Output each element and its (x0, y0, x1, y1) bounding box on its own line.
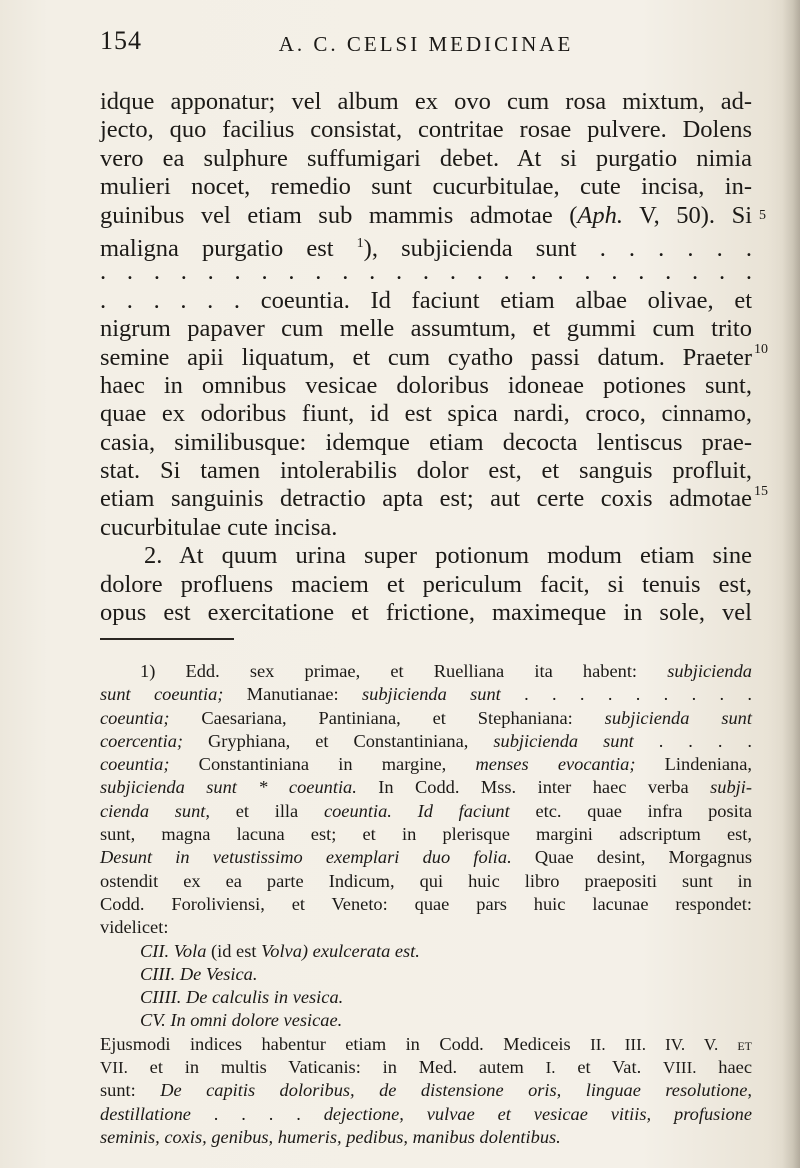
index-entry: CV. In omni dolore vesicae. (140, 1010, 343, 1031)
text-span: V, 50). Si (623, 201, 752, 229)
text-line: semine apii liquatum, et cum cyatho passi datum. Praeter (100, 343, 752, 371)
italic-span: Volva) (261, 940, 309, 961)
margin-line-number: 15 (754, 484, 768, 499)
text-line: etiam sanguinis detractio apta est; aut certe coxis admotae (100, 485, 752, 513)
italic-span: CII. Vola (140, 940, 207, 961)
text-span: haec (696, 1057, 752, 1078)
text-line: cucurbitulae cute incisa. (100, 513, 338, 541)
footnote-line: Codd. Foroliviensi, et Veneto: quae pars huic lacunae respondet: (100, 893, 752, 914)
footnote-line (100, 776, 752, 799)
text-line: dolore profluens maciem et periculum facit, si tenuis est, (100, 570, 752, 598)
text-span: ), subjicienda sunt . . . . . . (363, 235, 752, 263)
footnote-line (100, 1103, 752, 1126)
lacuna-dots-line: . . . . . . . . . . . . . . . . . . . . . . . . . (100, 258, 752, 286)
footnote-line (100, 1079, 752, 1102)
footnote-line (100, 846, 752, 869)
main-text (100, 88, 752, 627)
text-span: etc. quae infra posita (509, 800, 753, 821)
footnote-line (100, 730, 752, 753)
margin-line-number: 10 (754, 342, 768, 357)
italic-span: subjicienda sunt * coeuntia. (100, 777, 357, 798)
italic-span: coeuntia; (100, 754, 170, 775)
page-number: 154 (100, 26, 142, 55)
index-entry (100, 940, 752, 963)
text-span: (id est (206, 940, 262, 961)
roman-numerals: I. (545, 1058, 556, 1078)
margin-line-number: 5 (759, 208, 766, 223)
text-span: . . . . (633, 730, 753, 751)
footnote-line (100, 707, 752, 730)
footnotes (100, 660, 752, 1149)
italic-span: De capitis doloribus, de distensione oris, linguae resolutione, (160, 1080, 752, 1101)
footnote-rule (100, 638, 234, 640)
section-start-line: 2. At quum urina super potionum modum etiam sine (144, 542, 752, 570)
text-span: In Codd. Mss. inter haec verba (356, 777, 711, 798)
text-span: Quae desint, Morgagnus (511, 847, 752, 868)
roman-numerals: VII. (100, 1058, 128, 1078)
text-span: et illa (210, 800, 324, 821)
footnote-marker: 1 (356, 235, 364, 251)
footnote-line: sunt, magna lacuna est; et in plerisque margini adscriptum est, (100, 824, 752, 845)
italic-span: subjicienda sunt (362, 684, 501, 705)
text-line: stat. Si tamen intolerabilis dolor est, et sanguis profluit, (100, 457, 752, 485)
footnote-line (100, 800, 752, 823)
italic-span: subji- (710, 777, 752, 798)
roman-numerals: VIII. (662, 1058, 697, 1078)
italic-span: exulcerata est. (312, 940, 420, 961)
text-line: mulieri nocet, remedio sunt cucurbitulae, cute incisa, in- (100, 173, 752, 201)
text-line (100, 230, 752, 263)
text-line: haec in omnibus vesicae doloribus idoneae potiones sunt, (100, 371, 752, 399)
italic-span: subjicienda sunt (493, 730, 634, 751)
index-entry: CIII. De Vesica. (140, 963, 258, 984)
text-line: idque apponatur; vel album ex ovo cum rosa mixtum, ad- (100, 88, 752, 115)
footnote-line (100, 1056, 752, 1079)
italic-span: destillatione (100, 1103, 191, 1124)
italic-span: sunt coeuntia; (100, 684, 224, 705)
text-line: . . . . . . coeuntia. Id faciunt etiam albae olivae, et (100, 286, 752, 314)
italic-span: subjicienda (667, 661, 752, 681)
text-line: jecto, quo facilius consistat, contritae rosae pulvere. Dolens (100, 116, 752, 144)
italic-span: subjicienda sunt (604, 707, 752, 728)
text-span: Ejusmodi indices habentur etiam in Codd. Mediceis (100, 1033, 571, 1054)
footnote-line: ostendit ex ea parte Indicum, qui huic libro praepositi sunt in (100, 870, 752, 891)
text-span: maligna purgatio est (100, 235, 357, 263)
text-span: . . . . (190, 1103, 324, 1124)
footnote-line (100, 1033, 752, 1056)
text-line: opus est exercitatione et frictione, maximeque in sole, vel (100, 599, 752, 627)
running-title: A. C. CELSI MEDICINAE (278, 32, 574, 56)
roman-numerals: II. III. IV. V. et (590, 1034, 752, 1054)
footnote-line: seminis, coxis, genibus, humeris, pedibus, manibus dolentibus. (100, 1126, 561, 1147)
text-span: Gryphiana, et Constantiniana, (183, 730, 494, 751)
footnote-line (100, 683, 752, 706)
text-span: Caesariana, Pantiniana, et Stephaniana: (169, 707, 605, 728)
page-gutter-shadow (782, 0, 800, 1168)
italic-span: coercentia; (100, 730, 184, 751)
italic-span: coeuntia; (100, 707, 170, 728)
text-line: casia, similibusque: idemque etiam decocta lentiscus prae- (100, 428, 752, 456)
text-span: Manutianae: (223, 684, 362, 705)
italic-span: coeuntia. (323, 800, 392, 821)
italic-span: Id faciunt (417, 800, 510, 821)
page-header (100, 26, 752, 62)
index-entry: CIIII. De calculis in vesica. (140, 987, 344, 1008)
text-span: sunt: (100, 1080, 161, 1101)
text-span: Constantiniana in margine, (169, 754, 476, 775)
footnote-line (100, 753, 752, 776)
italic-span: menses evocantia; (475, 754, 636, 775)
text-span (392, 801, 418, 821)
italic-span: cienda sunt, (100, 800, 210, 821)
text-line (100, 202, 752, 230)
text-span: 1) Edd. sex primae, et Ruelliana ita habent: (140, 661, 668, 681)
text-line: nigrum papaver cum melle assumtum, et gummi cum trito (100, 315, 752, 343)
text-span: et Vat. (555, 1057, 663, 1078)
footnote-line: videlicet: (100, 917, 169, 938)
text-span: . . . . . . . . . (500, 684, 752, 705)
text-span: et in multis Vaticanis: in Med. autem (127, 1057, 546, 1078)
aphorism-reference: Aph. (577, 201, 624, 229)
footnote-line (100, 660, 752, 683)
text-span: Lindeniana, (635, 754, 752, 775)
italic-span: dejectione, vulvae et vesicae vitiis, profusione (323, 1103, 752, 1124)
italic-span: Desunt in vetustissimo exemplari duo folia. (100, 847, 512, 868)
text-span: guinibus vel etiam sub mammis admotae ( (100, 201, 578, 229)
text-line: vero ea sulphure suffumigari debet. At si purgatio nimia (100, 144, 752, 172)
text-line: quae ex odoribus fiunt, id est spica nardi, croco, cinnamo, (100, 400, 752, 428)
